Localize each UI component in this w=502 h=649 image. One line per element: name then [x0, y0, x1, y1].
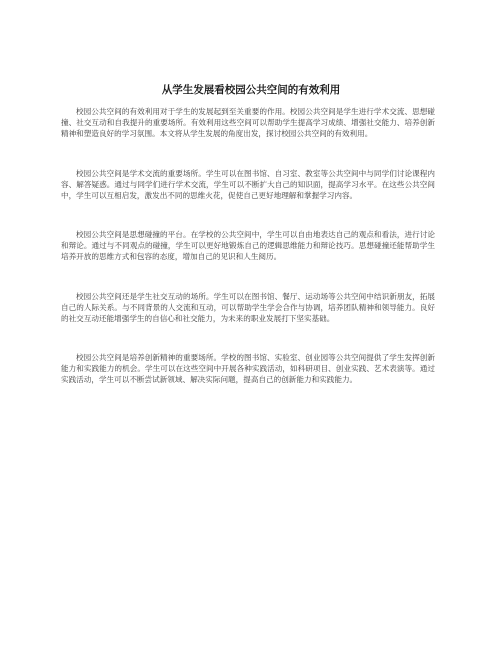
paragraph-4: 校园公共空间还是学生社交互动的场所。学生可以在图书馆、餐厅、运动场等公共空间中结识新朋友，拓展自己的人际关系。与不同背景的人交流和互动，可以帮助学生学会合作与协调，培养团队精神和领导能力。良好的社交互动还能增强学生的自信心和社交能力，为未来的职业发展打下坚实基础。	[61, 292, 435, 324]
document-title: 从学生发展看校园公共空间的有效利用	[161, 84, 341, 96]
paragraph-5: 校园公共空间是培养创新精神的重要场所。学校的图书馆、实验室、创业园等公共空间提供了学生发挥创新能力和实践能力的机会。学生可以在这些空间中开展各种实践活动，如科研项目、创业实践、艺术表演等。通过实践活动，学生可以不断尝试新领域、解决实际问题，提高自己的创新能力和实践能力。	[61, 353, 435, 385]
paragraph-1: 校园公共空间的有效利用对于学生的发展起到至关重要的作用。校园公共空间是学生进行学术交流、思想碰撞、社交互动和自我提升的重要场所。有效利用这些空间可以帮助学生提高学习成绩、增强社交能力、培养创新精神和塑造良好的学习氛围。本文将从学生发展的角度出发，探讨校园公共空间的有效利用。	[61, 107, 435, 139]
paragraph-3: 校园公共空间是思想碰撞的平台。在学校的公共空间中，学生可以自由地表达自己的观点和看法，进行讨论和辩论。通过与不同观点的碰撞，学生可以更好地锻炼自己的逻辑思维能力和辩论技巧。思想碰撞还能帮助学生培养开放的思维方式和包容的态度，增加自己的见识和人生阅历。	[61, 230, 435, 262]
paragraph-2: 校园公共空间是学术交流的重要场所。学生可以在图书馆、自习室、教室等公共空间中与同学们讨论课程内容、解答疑惑。通过与同学们进行学术交流，学生可以不断扩大自己的知识面，提高学习水平。在这些公共空间中，学生可以互相启发，激发出不同的思维火花，促使自己更好地理解和掌握学习内容。	[61, 169, 435, 201]
